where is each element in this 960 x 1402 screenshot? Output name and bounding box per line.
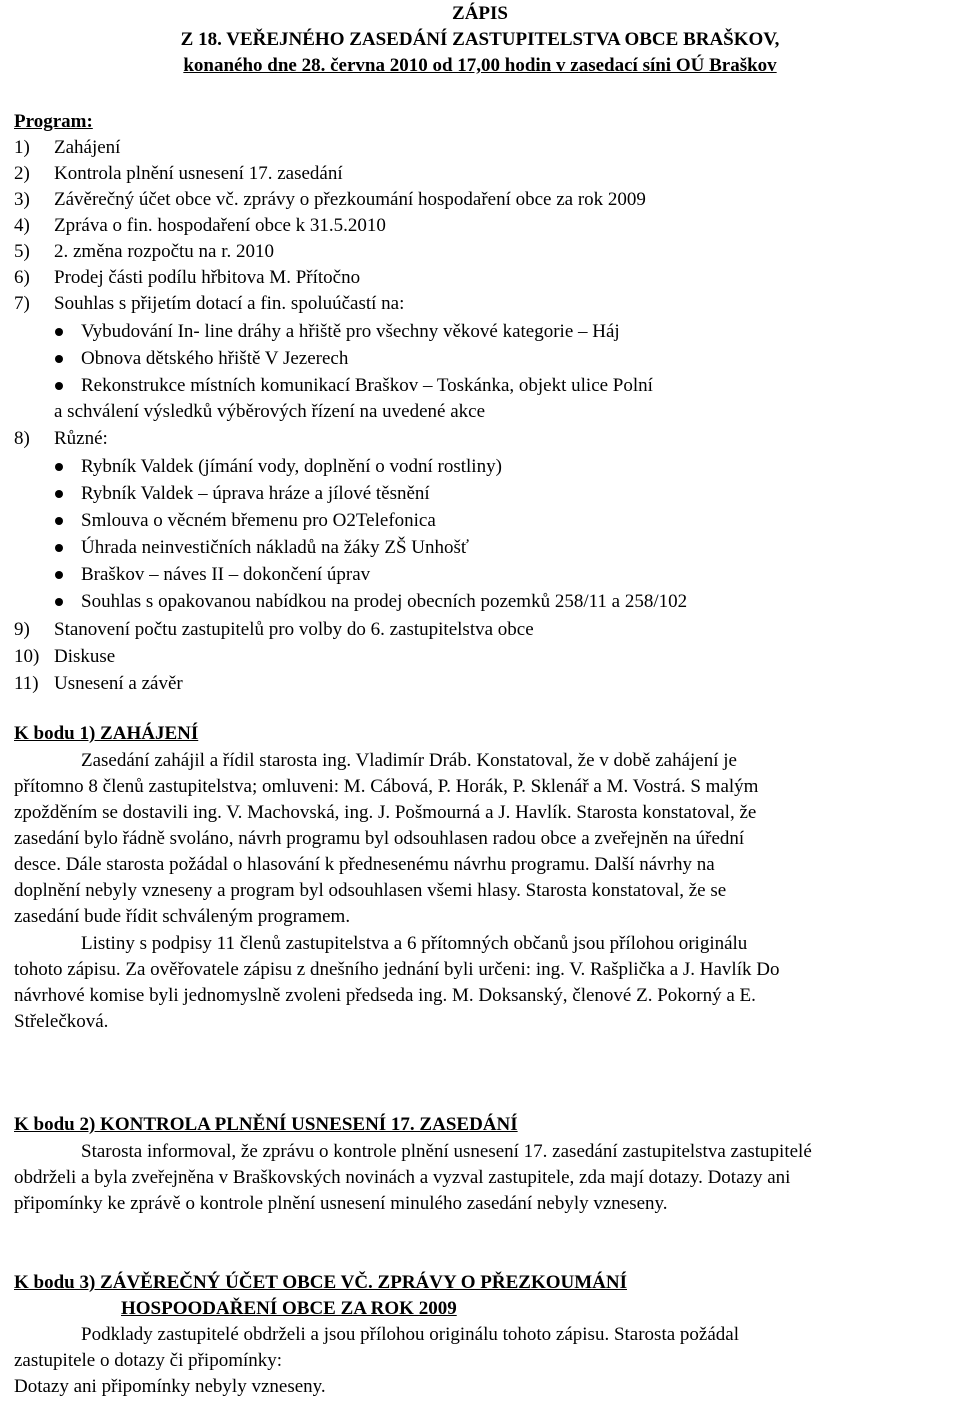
bullet-icon <box>55 490 63 498</box>
doc-title: ZÁPIS <box>452 3 508 24</box>
section1-line: zpožděním se dostavili ing. V. Machovská, ing. J. Pošmourná a J. Havlík. Starosta konstatoval, že <box>14 802 757 823</box>
section1-line: tohoto zápisu. Za ověřovatele zápisu z dnešního jednání byli určeni: ing. V. Rašplička a J. Havlík Do <box>14 959 780 980</box>
bullet-icon <box>55 463 63 471</box>
program-item: 6) Prodej části podílu hřbitova M. Přítočno <box>14 267 361 288</box>
section1-line: přítomno 8 členů zastupitelstva; omluveni: M. Cábová, P. Horák, P. Sklenář a M. Vostrá. S malým <box>14 776 759 797</box>
section3-heading: K bodu 3) ZÁVĚREČNÝ ÚČET OBCE VČ. ZPRÁVY O PŘEZKOUMÁNÍ <box>14 1272 628 1293</box>
section1-line: desce. Dále starosta požádal o hlasování k přednesenému návrhu programu. Další návrhy na <box>14 854 715 875</box>
program-item: 1) Zahájení <box>14 137 121 158</box>
program-subitem: Souhlas s opakovanou nabídkou na prodej obecních pozemků 258/11 a 258/102 <box>81 591 688 612</box>
bullet-icon <box>55 328 63 336</box>
program-item: 3) Závěrečný účet obce vč. zprávy o přezkoumání hospodaření obce za rok 2009 <box>14 189 646 210</box>
section1-line: Listiny s podpisy 11 členů zastupitelstva a 6 přítomných občanů jsou přílohou originálu <box>81 933 748 954</box>
doc-date-line: konaného dne 28. června 2010 od 17,00 hodin v zasedací síni OÚ Braškov <box>183 55 777 76</box>
program-item: 5) 2. změna rozpočtu na r. 2010 <box>14 241 275 262</box>
program-item: 10) Diskuse <box>14 646 116 667</box>
program-subitem: Smlouva o věcném břemenu pro O2Telefonica <box>81 510 436 531</box>
section1-line: návrhové komise byli jednomyslně zvoleni předseda ing. M. Doksanský, členové Z. Pokorný a E. <box>14 985 756 1006</box>
program-item: 8) Různé: <box>14 428 108 449</box>
section2-line: Starosta informoval, že zprávu o kontrole plnění usnesení 17. zasedání zastupitelstva zastupitelé <box>81 1141 812 1162</box>
bullet-icon <box>55 598 63 606</box>
program-subitem: Obnova dětského hřiště V Jezerech <box>81 348 349 369</box>
program-subitem: Úhrada neinvestičních nákladů na žáky ZŠ Unhošť <box>81 537 470 558</box>
section3-line: Podklady zastupitelé obdrželi a jsou přílohou originálu tohoto zápisu. Starosta požádal <box>81 1324 739 1345</box>
program-subitem: Rekonstrukce místních komunikací Braškov – Toskánka, objekt ulice Polní <box>81 375 653 396</box>
program-subitem: Vybudování In- line dráhy a hřiště pro všechny věkové kategorie – Háj <box>81 321 620 342</box>
program-subitem: Braškov – náves II – dokončení úprav <box>81 564 371 585</box>
bullet-icon <box>55 571 63 579</box>
section3-line: Dotazy ani připomínky nebyly vzneseny. <box>14 1376 326 1397</box>
section1-line: zasedání bude řídit schváleným programem. <box>14 906 351 927</box>
doc-subtitle: Z 18. VEŘEJNÉHO ZASEDÁNÍ ZASTUPITELSTVA OBCE BRAŠKOV, <box>180 29 780 50</box>
program-subitem: Rybník Valdek (jímání vody, doplnění o vodní rostliny) <box>81 456 502 477</box>
bullet-icon <box>55 517 63 525</box>
bullet-icon <box>55 544 63 552</box>
program-heading: Program: <box>14 111 93 132</box>
bullet-icon <box>55 382 63 390</box>
program-item: 11) Usnesení a závěr <box>14 673 183 694</box>
section1-line: zasedání bylo řádně svoláno, návrh programu byl odsouhlasen radou obce a zveřejněn na úřední <box>14 828 745 849</box>
section2-heading: K bodu 2) KONTROLA PLNĚNÍ USNESENÍ 17. ZASEDÁNÍ <box>14 1114 518 1135</box>
section1-line: doplnění nebyly vzneseny a program byl odsouhlasen všemi hlasy. Starosta konstatoval, že se <box>14 880 727 901</box>
section2-line: připomínky ke zprávě o kontrole plnění usnesení minulého zasedání nebyly vzneseny. <box>14 1193 668 1214</box>
bullet-icon <box>55 355 63 363</box>
section1-line: Zasedání zahájil a řídil starosta ing. Vladimír Dráb. Konstatoval, že v době zahájení je <box>81 750 737 771</box>
program-item: 7) Souhlas s přijetím dotací a fin. spoluúčastí na: <box>14 293 405 314</box>
section3-line: zastupitele o dotazy či připomínky: <box>14 1350 283 1371</box>
program-item: 4) Zpráva o fin. hospodaření obce k 31.5.2010 <box>14 215 386 236</box>
section3-heading-cont: HOSPOODAŘENÍ OBCE ZA ROK 2009 <box>121 1298 457 1319</box>
section1-heading: K bodu 1) ZAHÁJENÍ <box>14 723 199 744</box>
program-item: 2) Kontrola plnění usnesení 17. zasedání <box>14 163 343 184</box>
section1-line: Střelečková. <box>14 1011 109 1032</box>
section2-line: obdrželi a byla zveřejněna v Braškovských novinách a vyzval zastupitele, zda mají dotazy. Dotazy ani <box>14 1167 791 1188</box>
program-item: 9) Stanovení počtu zastupitelů pro volby do 6. zastupitelstva obce <box>14 619 534 640</box>
program-subitem-tail: a schválení výsledků výběrových řízení na uvedené akce <box>54 401 486 422</box>
program-subitem: Rybník Valdek – úprava hráze a jílové těsnění <box>81 483 430 504</box>
